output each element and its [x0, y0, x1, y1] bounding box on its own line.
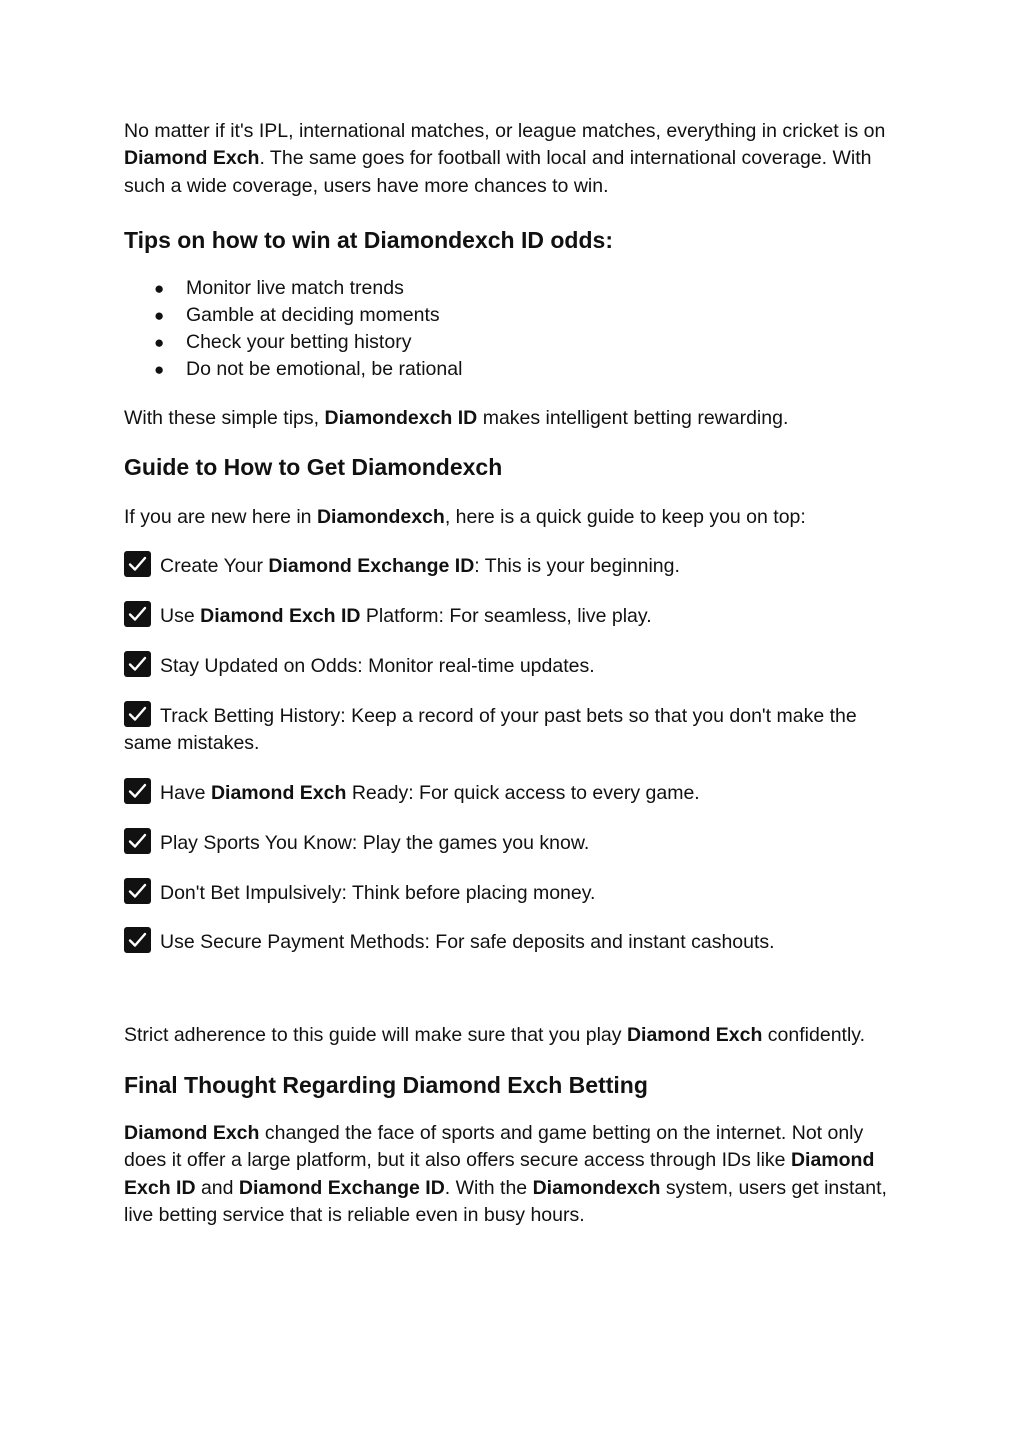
guide-heading: Guide to How to Get Diamondexch	[124, 454, 503, 481]
check-mark-icon	[124, 551, 151, 577]
checklist	[124, 551, 894, 956]
check-mark-icon	[124, 828, 151, 854]
checklist-item: Don't Bet Impulsively: Think before placing money.	[124, 878, 894, 907]
bullet-icon: ●	[154, 332, 165, 352]
tips-list	[124, 275, 894, 383]
bullet-icon: ●	[154, 305, 165, 325]
check-mark-icon	[124, 778, 151, 804]
check-mark-icon	[124, 878, 151, 904]
checklist-item: Create Your Diamond Exchange ID: This is your beginning.	[124, 551, 894, 580]
adherence-paragraph: Strict adherence to this guide will make sure that you play Diamond Exch confidently.	[124, 1023, 866, 1046]
document-page	[124, 118, 894, 1229]
check-mark-icon	[124, 701, 151, 727]
check-mark-icon	[124, 601, 151, 627]
checklist-item: Play Sports You Know: Play the games you know.	[124, 828, 894, 857]
list-item: ● Monitor live match trends	[124, 275, 894, 302]
bullet-icon: ●	[154, 278, 165, 298]
intro-bold: Diamond Exch	[124, 147, 260, 170]
list-item: ● Do not be emotional, be rational	[124, 356, 894, 383]
guide-intro-paragraph: If you are new here in Diamondexch, here is a quick guide to keep you on top:	[124, 506, 806, 529]
list-item: ● Gamble at deciding moments	[124, 302, 894, 329]
checklist-item: Stay Updated on Odds: Monitor real-time updates.	[124, 651, 894, 680]
checklist-item: Have Diamond Exch Ready: For quick access to every game.	[124, 778, 894, 807]
checklist-item: Use Secure Payment Methods: For safe deposits and instant cashouts.	[124, 927, 894, 956]
intro-paragraph: No matter if it's IPL, international matches, or league matches, everything in cricket is on Diamond Exch. The same goes for football with local and international coverage. With such a wide coverage, users have more chances to win.	[124, 120, 886, 197]
check-mark-icon	[124, 651, 151, 677]
list-item: ● Check your betting history	[124, 329, 894, 356]
tips-heading: Tips on how to win at Diamondexch ID odds:	[124, 226, 613, 253]
bullet-icon: ●	[154, 359, 165, 379]
checklist-item: Track Betting History: Keep a record of your past bets so that you don't make the same mistakes.	[124, 701, 894, 758]
tips-summary-paragraph: With these simple tips, Diamondexch ID makes intelligent betting rewarding.	[124, 406, 789, 429]
checklist-item: Use Diamond Exch ID Platform: For seamless, live play.	[124, 601, 894, 630]
check-mark-icon	[124, 927, 151, 953]
final-paragraph: Diamond Exch changed the face of sports and game betting on the internet. Not only does it offer a large platform, but it also offers secure access through IDs like Diamond Exch ID and Diamond Exchange ID. With the Diamondexch system, users get instant, live betting service that is reliable even in busy hours.	[124, 1121, 887, 1226]
final-heading: Final Thought Regarding Diamond Exch Betting	[124, 1071, 648, 1098]
